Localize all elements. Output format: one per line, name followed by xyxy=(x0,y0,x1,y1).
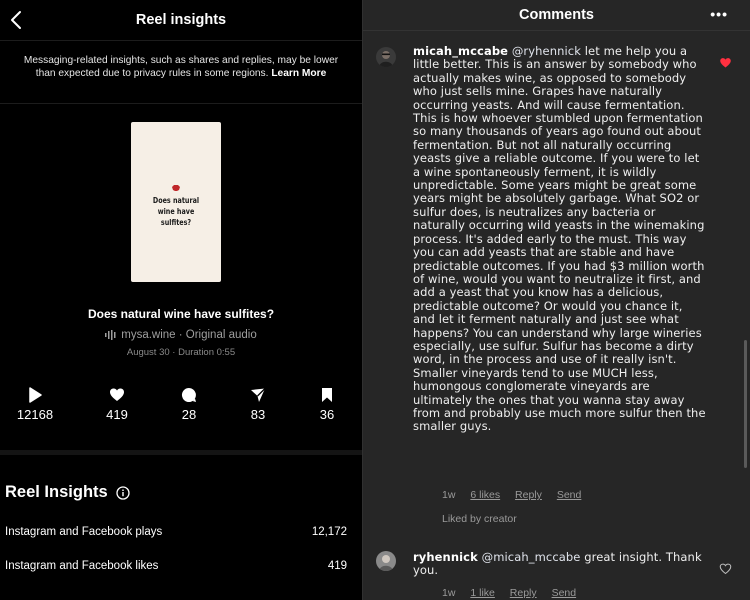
comment-mention[interactable]: @micah_mccabe xyxy=(481,550,581,564)
privacy-notice xyxy=(0,40,362,104)
send-button[interactable]: Send xyxy=(556,489,582,501)
reply-button[interactable]: Reply xyxy=(509,587,537,599)
notice-text: Messaging-related insights, such as shares and replies, may be lower than expected due to privacy rules in some regions. xyxy=(23,55,339,79)
comment-username[interactable]: micah_mccabe xyxy=(413,44,509,58)
share-icon xyxy=(250,387,266,403)
top-bar xyxy=(0,0,362,40)
comment-body: great insight. Thank you. xyxy=(413,550,702,578)
section-divider xyxy=(0,450,362,455)
avatar[interactable] xyxy=(376,47,396,67)
audio-info[interactable] xyxy=(0,329,362,341)
audio-label: mysa.wine · Original audio xyxy=(121,329,257,341)
reel-thumbnail[interactable] xyxy=(131,122,221,282)
more-icon[interactable]: ••• xyxy=(710,6,728,22)
liked-by-creator: Liked by creator xyxy=(442,513,517,525)
comment-body: let me help you a little better. This is an answer by somebody who actually makes wine, as opposed to somebody who just sells mine. Grapes have naturally occurring yeasts. And will cause fermentation. This is how whoever stumbled upon fermentation so many thousands of years ago found out about fermentation. But not all naturally occurring yeasts give a reliable outcome. If you were to let a wine spontaneously ferment, it is wildly unpredictable. Some years might be great some years might be absolutely garbage. What SO2 or sulfur does, is neutralizes any bacteria or naturally occurring wild yeasts in the winemaking process. It's added early to the must. This way you can add yeasts that are stable and have predictable outcomes. If you had $3 million worth of wine, would you want to neutralize it first, and add a yeast that you know has a delicious, predictable outcome? Or would you chance it, and let it ferment naturally and just see what happens? You can understand why large wineries especially, use sulfur. Sulfur has become a dirty word, in the process and use of it really isn't. Smaller vineyards tend to use MUCH less, humongous conglomerate vineyards are ultimately the ones that you wanna stay away from and probably use much more sulfur then the smaller guys. xyxy=(413,44,706,434)
comment-time: 1w xyxy=(442,489,456,501)
thumbnail-text: Does natural wine have sulfites? xyxy=(152,196,200,227)
wine-logo-icon xyxy=(171,184,181,192)
insight-row-likes xyxy=(5,560,347,572)
send-button[interactable]: Send xyxy=(551,587,577,599)
learn-more-link[interactable]: Learn More xyxy=(271,68,327,79)
heart-outline-icon[interactable] xyxy=(719,563,732,575)
page-title: Reel insights xyxy=(135,12,227,28)
row-value: 12,172 xyxy=(311,526,347,538)
stat-value: 12168 xyxy=(16,407,54,422)
comment-text xyxy=(413,551,708,578)
insights-heading xyxy=(5,483,130,502)
scrollbar[interactable] xyxy=(744,340,747,468)
reel-title: Does natural wine have sulfites? xyxy=(87,307,275,321)
likes-link[interactable]: 1 like xyxy=(470,587,495,599)
comment-username[interactable]: ryhennick xyxy=(413,550,478,564)
stat-plays xyxy=(5,387,65,422)
stat-value: 419 xyxy=(106,407,128,422)
reply-button[interactable]: Reply xyxy=(515,489,542,501)
audio-bars-icon xyxy=(105,330,116,340)
row-value: 419 xyxy=(327,560,347,572)
play-icon xyxy=(27,387,43,403)
row-label: Instagram and Facebook plays xyxy=(5,526,163,538)
info-icon[interactable] xyxy=(116,486,130,500)
heart-icon xyxy=(109,387,125,403)
stat-saves xyxy=(297,387,357,422)
header-divider xyxy=(363,30,750,31)
stat-likes xyxy=(87,387,147,422)
reel-insights-panel xyxy=(0,0,362,600)
stat-value: 28 xyxy=(181,407,197,422)
reel-meta: August 30 · Duration 0:55 xyxy=(126,347,236,358)
comment-actions xyxy=(442,489,593,501)
row-label: Instagram and Facebook likes xyxy=(5,560,159,572)
insight-row-plays xyxy=(5,526,347,538)
comment-mention[interactable]: @ryhennick xyxy=(511,44,581,58)
liked-heart-icon[interactable] xyxy=(719,57,732,69)
comment-time: 1w xyxy=(442,587,456,599)
stat-value: 36 xyxy=(319,407,335,422)
comments-panel xyxy=(362,0,750,600)
stat-comments xyxy=(159,387,219,422)
comment-actions xyxy=(442,587,588,599)
comment-text xyxy=(413,45,708,434)
insights-title: Reel Insights xyxy=(5,483,108,501)
likes-link[interactable]: 6 likes xyxy=(470,489,501,501)
stat-value: 83 xyxy=(250,407,266,422)
comments-title: Comments xyxy=(519,7,594,23)
stats-row xyxy=(0,387,362,427)
comment-icon xyxy=(181,387,197,403)
bookmark-icon xyxy=(319,387,335,403)
avatar[interactable] xyxy=(376,551,396,571)
stat-shares xyxy=(228,387,288,422)
